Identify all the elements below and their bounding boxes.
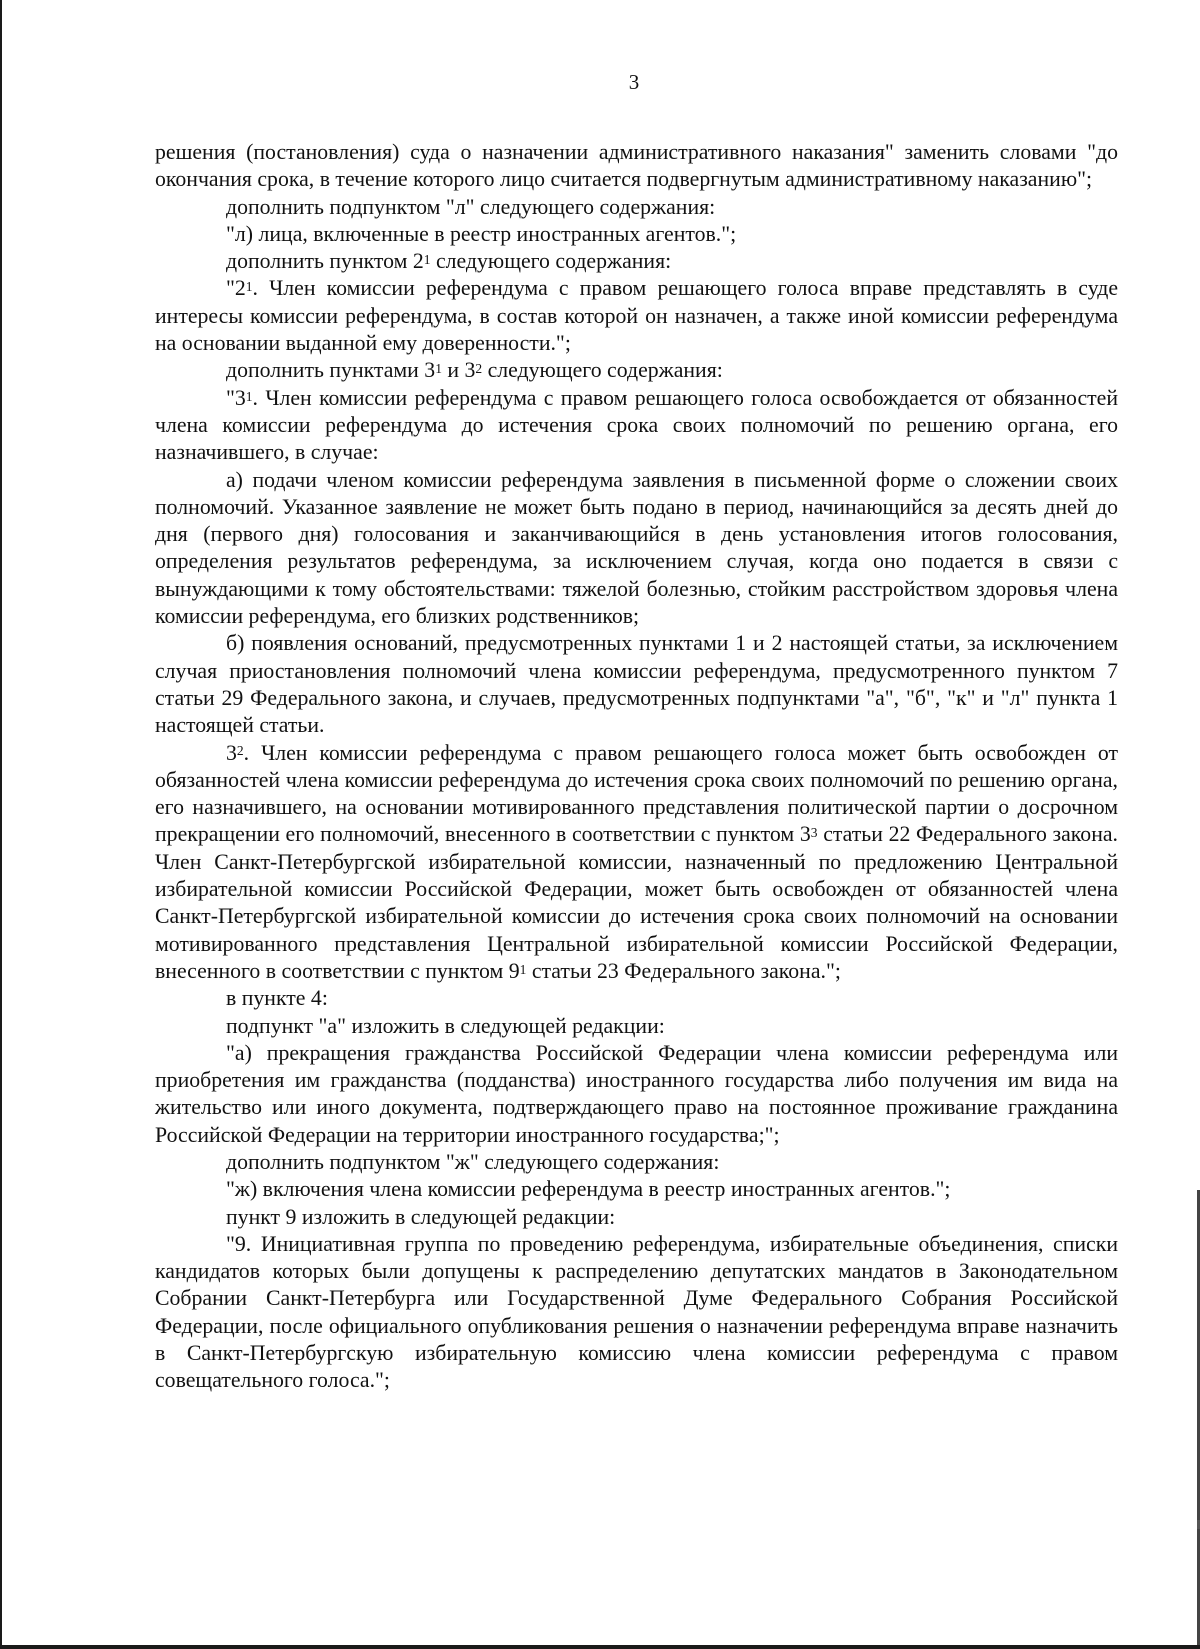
- paragraph: дополнить пунктом $2^1$ следующего содержания:: [226, 249, 672, 274]
- paragraph: подпункт "а" изложить в следующей редакции:: [226, 1013, 665, 1038]
- paragraph: "9. Инициативная группа по проведению референдума, избирательные объединения, списки кандидатов которых были допущены к распределению депутатских мандатов в Законодательном Собрании Санкт-Петербурга или Государственной Думе Федерального Собрания Российской Федерации, после официального опубликования решения о назначении референдума вправе назначить в Санкт-Петербургскую избирательную комиссию члена комиссии референдума с правом совещательного голоса.";: [155, 1231, 1118, 1393]
- paragraph: "а) прекращения гражданства Российской Федерации члена комиссии референдума или приобретения им гражданства (подданства) иностранного государства либо получения им вида на жительство или иного документа, подтверждающего право на постоянное проживание гражданина Российской Федерации на территории иностранного государства;";: [155, 1040, 1118, 1147]
- paragraph: "$3^1$. Член комиссии референдума с правом решающего голоса освобождается от обязанностей члена комиссии референдума до истечения срока своих полномочий по решению органа, его назначившего, в случае:: [155, 385, 1118, 465]
- paragraph: решения (постановления) суда о назначении административного наказания" заменить словами "до окончания срока, в течение которого лицо считается подвергнутым административному наказанию";: [155, 140, 1118, 192]
- document-body: [155, 139, 1118, 1395]
- paragraph: пункт 9 изложить в следующей редакции:: [226, 1204, 616, 1229]
- page-number: 3: [628, 70, 640, 94]
- paragraph: дополнить подпунктом "л" следующего содержания:: [226, 194, 716, 219]
- paragraph: "$2^1$. Член комиссии референдума с правом решающего голоса вправе представлять в суде интересы комиссии референдума, в состав которой он назначен, а также иной комиссии референдума на основании выданной ему доверенности.";: [155, 276, 1118, 356]
- scan-edge-left: [0, 0, 2, 1649]
- paragraph: "л) лица, включенные в реестр иностранных агентов.";: [226, 221, 737, 246]
- paragraph: в пункте 4:: [226, 986, 328, 1011]
- scan-edge-bottom: [0, 1645, 1200, 1649]
- paragraph: дополнить пунктами $3^1$ и $3^2$ следующего содержания:: [226, 358, 723, 383]
- paragraph: а) подачи членом комиссии референдума заявления в письменной форме о сложении своих полномочий. Указанное заявление не может быть подано в период, начинающийся за десять дней до дня (первого дня) голосования и заканчивающийся в день установления итогов голосования, определения результатов референдума, за исключением случая, когда оно подается в связи с вынуждающими к тому обстоятельствами: тяжелой болезнью, стойким расстройством здоровья члена комиссии референдума, его близких родственников;: [155, 467, 1118, 629]
- paragraph: дополнить подпунктом "ж" следующего содержания:: [226, 1149, 720, 1174]
- paragraph: "ж) включения члена комиссии референдума в реестр иностранных агентов.";: [226, 1177, 951, 1202]
- paragraph: б) появления оснований, предусмотренных пунктами 1 и 2 настоящей статьи, за исключением случая приостановления полномочий члена комиссии референдума, предусмотренного пунктом 7 статьи 29 Федерального закона, и случаев, предусмотренных подпунктами "а", "б", "к" и "л" пункта 1 настоящей статьи.: [155, 631, 1118, 738]
- paragraph: $3^2$. Член комиссии референдума с правом решающего голоса может быть освобожден от обязанностей члена комиссии референдума до истечения срока своих полномочий по решению органа, его назначившего, на основании мотивированного представления политической партии о досрочном прекращении его полномочий, внесенного в соответствии с пунктом $3^3$ статьи 22 Федерального закона. Член Санкт-Петербургской избирательной комиссии, назначенный по предложению Центральной избирательной комиссии Российской Федерации, может быть освобожден от обязанностей члена Санкт-Петербургской избирательной комиссии до истечения срока своих полномочий на основании мотивированного представления Центральной избирательной комиссии Российской Федерации, внесенного в соответствии с пунктом $9^1$ статьи 23 Федерального закона.";: [155, 740, 1118, 983]
